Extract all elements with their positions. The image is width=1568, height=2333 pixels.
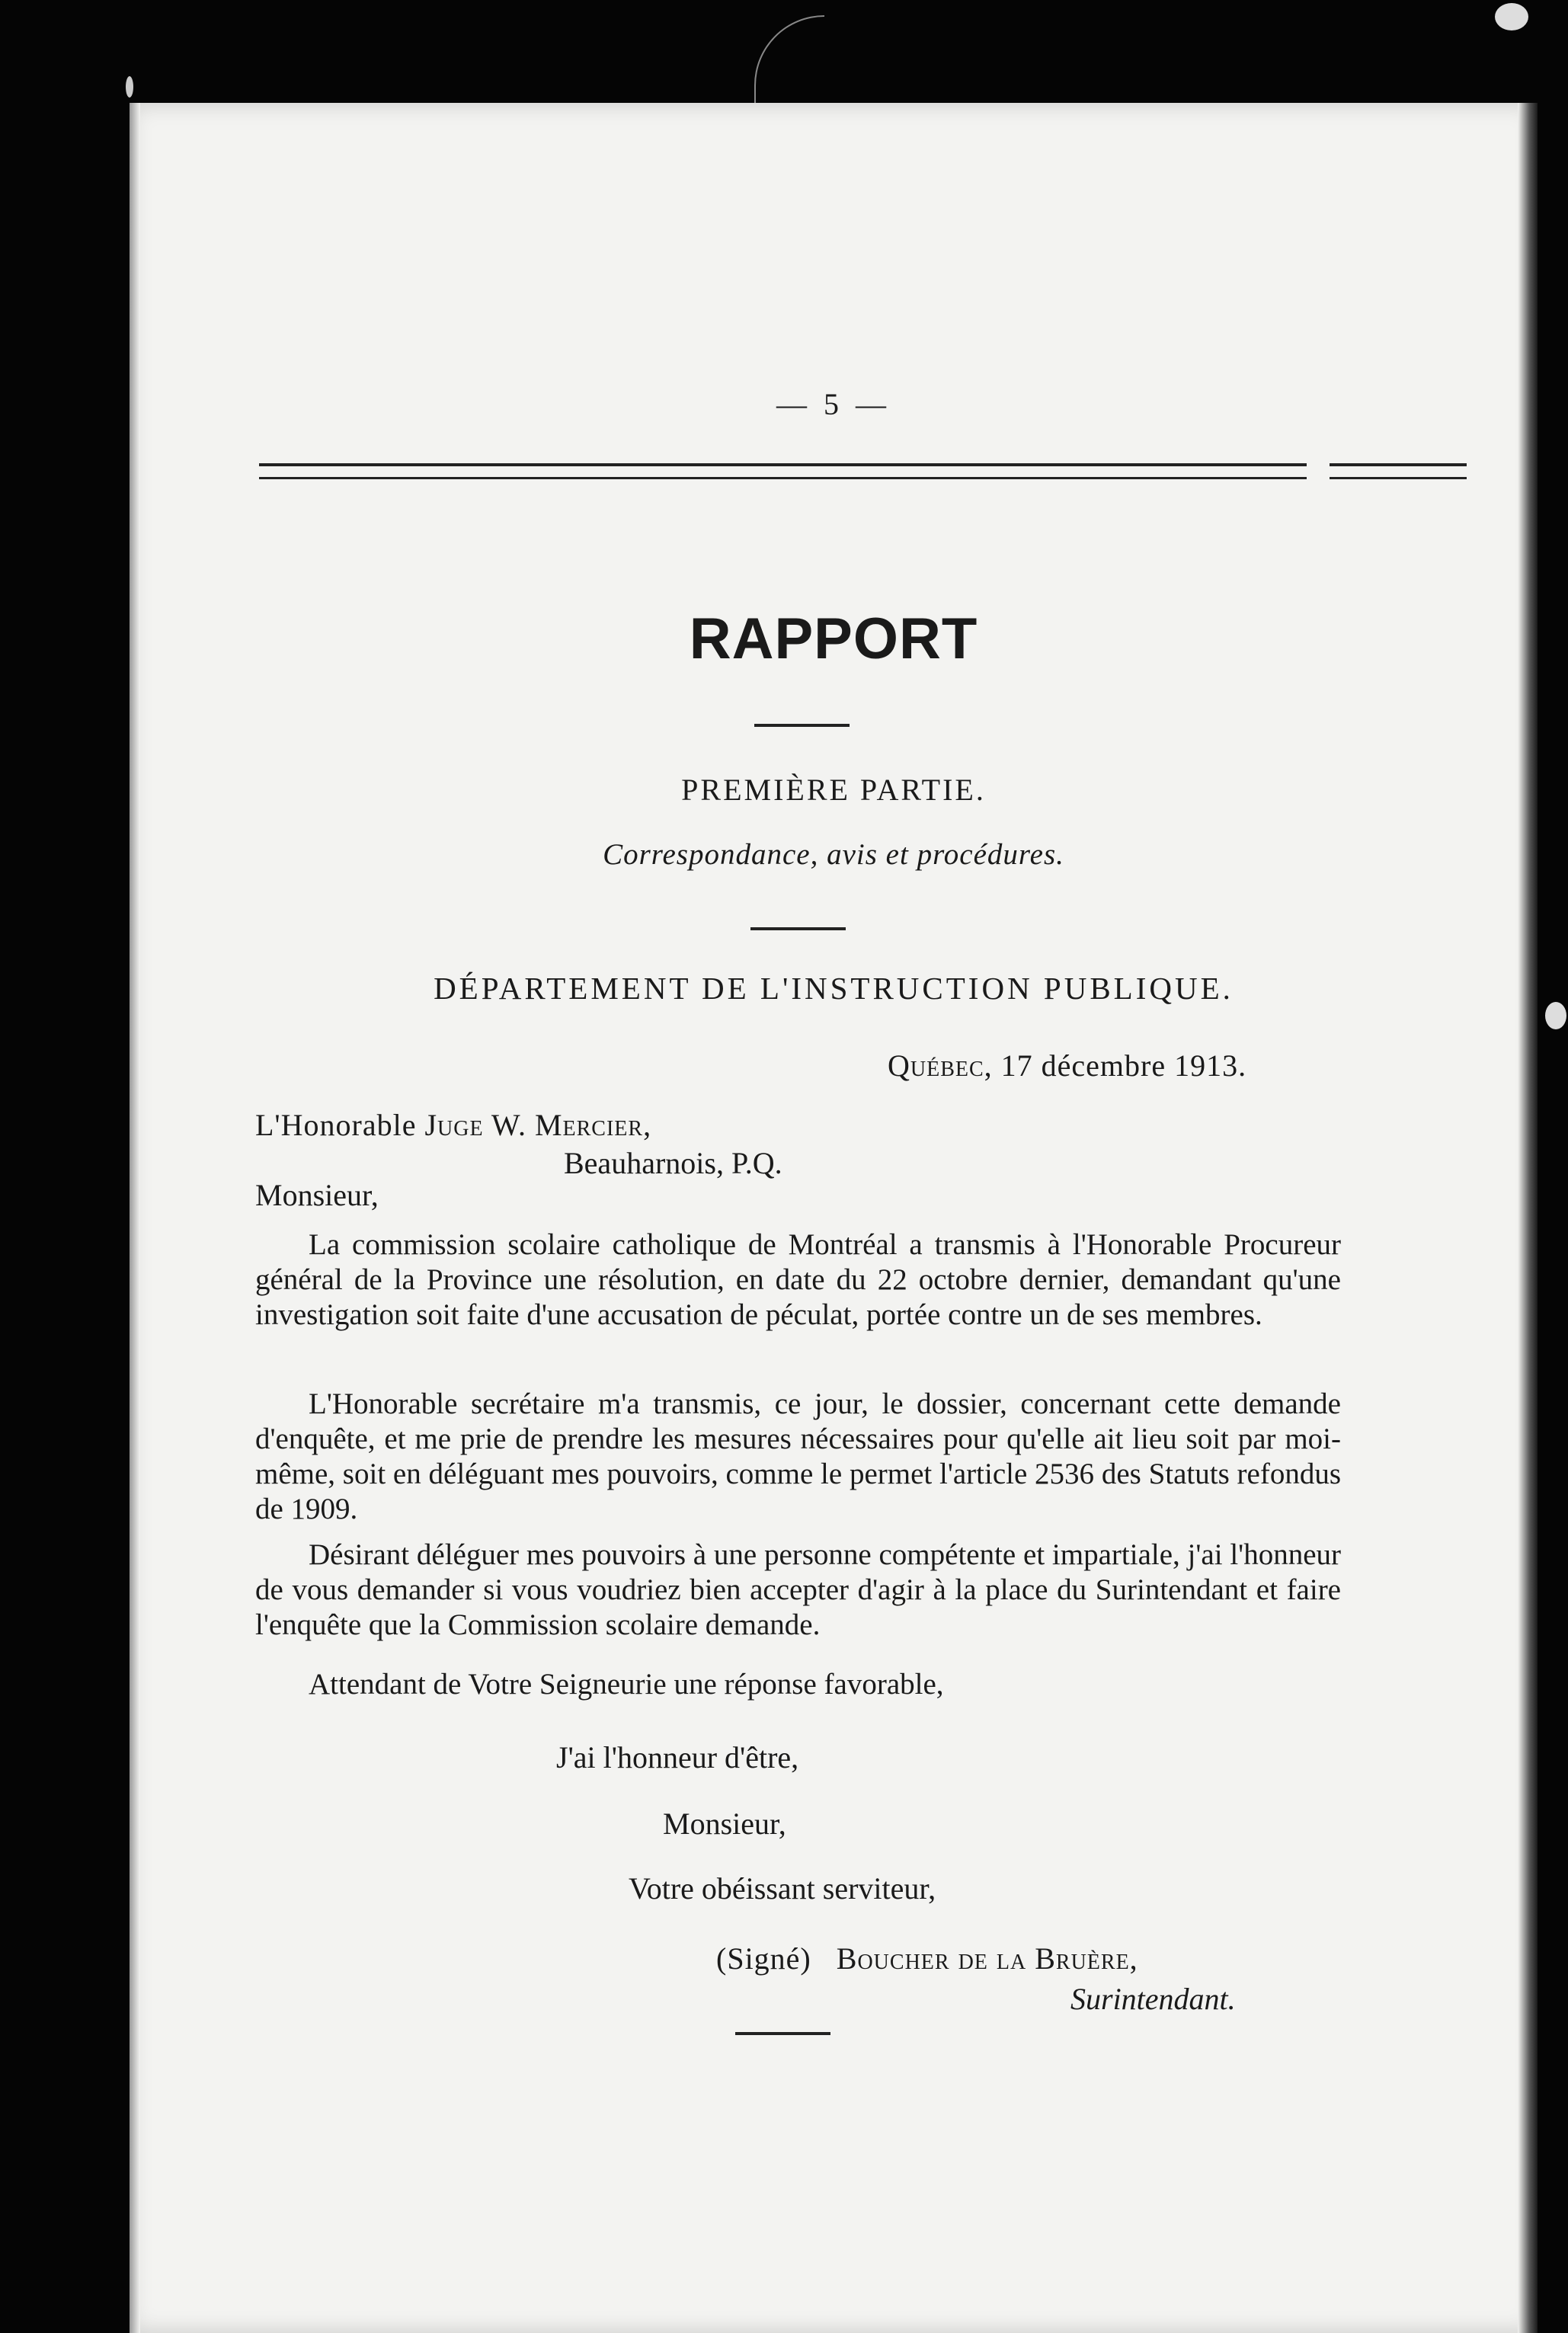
paper-curl-mark: [754, 15, 824, 108]
department-heading: DÉPARTEMENT DE L'INSTRUCTION PUBLIQUE.: [434, 971, 1234, 1006]
addressee-line: [255, 1107, 651, 1143]
scan-speck: [126, 76, 133, 98]
dateline: [888, 1048, 1246, 1083]
document-page: [130, 103, 1538, 2333]
section-divider: [754, 724, 850, 727]
dateline-city: Québec: [888, 1048, 984, 1083]
end-divider: [735, 2032, 830, 2035]
body-paragraph: Attendant de Votre Seigneurie une réponse favorable,: [309, 1668, 944, 1701]
page-edge-right: [1518, 103, 1538, 2333]
part-heading: PREMIÈRE PARTIE.: [681, 773, 986, 807]
body-paragraph: L'Honorable secrétaire m'a transmis, ce jour, le dossier, concernant cette demande d'enquête, et me prie de prendre les mesures nécessaires pour qu'elle ait lieu soit par moi-même, soit en déléguant mes pouvoirs, comme le permet l'article 2536 des Statuts refondus de 1909.: [255, 1387, 1341, 1525]
part-subtitle: Correspondance, avis et procédures.: [603, 838, 1064, 871]
page-number: — 5 —: [776, 387, 891, 421]
header-rule: [1330, 463, 1467, 479]
signature-prefix: (Signé): [716, 1941, 811, 1976]
signature-title: Surintendant.: [1070, 1982, 1236, 2016]
signature-name: Boucher de la Bruère,: [836, 1941, 1138, 1976]
addressee-honorific: L'Honorable: [255, 1108, 425, 1142]
signature-line: [716, 1941, 1138, 1976]
dateline-date: , 17 décembre 1913.: [984, 1048, 1247, 1083]
addressee-location: Beauharnois, P.Q.: [564, 1146, 782, 1180]
closing-line: Monsieur,: [663, 1807, 786, 1841]
closing-line: J'ai l'honneur d'être,: [556, 1740, 799, 1775]
scan-speck: [1495, 3, 1528, 30]
document-title: RAPPORT: [689, 606, 978, 671]
header-rule: [259, 463, 1307, 479]
closing-line: Votre obéissant serviteur,: [629, 1871, 936, 1906]
section-divider: [750, 927, 846, 930]
page-edge-left: [130, 103, 140, 2333]
addressee-name: Juge W. Mercier,: [424, 1108, 652, 1142]
body-paragraph: Désirant déléguer mes pouvoirs à une personne compétente et impartiale, j'ai l'honneur de vous demander si vous voudriez bien accepter d'agir à la place du Surintendant et faire l'enquête que la Commission scolaire demande.: [255, 1538, 1341, 1641]
body-paragraph: La commission scolaire catholique de Montréal a transmis à l'Honorable Procureur général de la Province une résolution, en date du 22 octobre dernier, demandant qu'une investigation soit faite d'une accusation de péculat, portée contre un de ses membres.: [255, 1228, 1341, 1331]
scan-speck: [1545, 1002, 1566, 1029]
salutation: Monsieur,: [255, 1178, 379, 1212]
